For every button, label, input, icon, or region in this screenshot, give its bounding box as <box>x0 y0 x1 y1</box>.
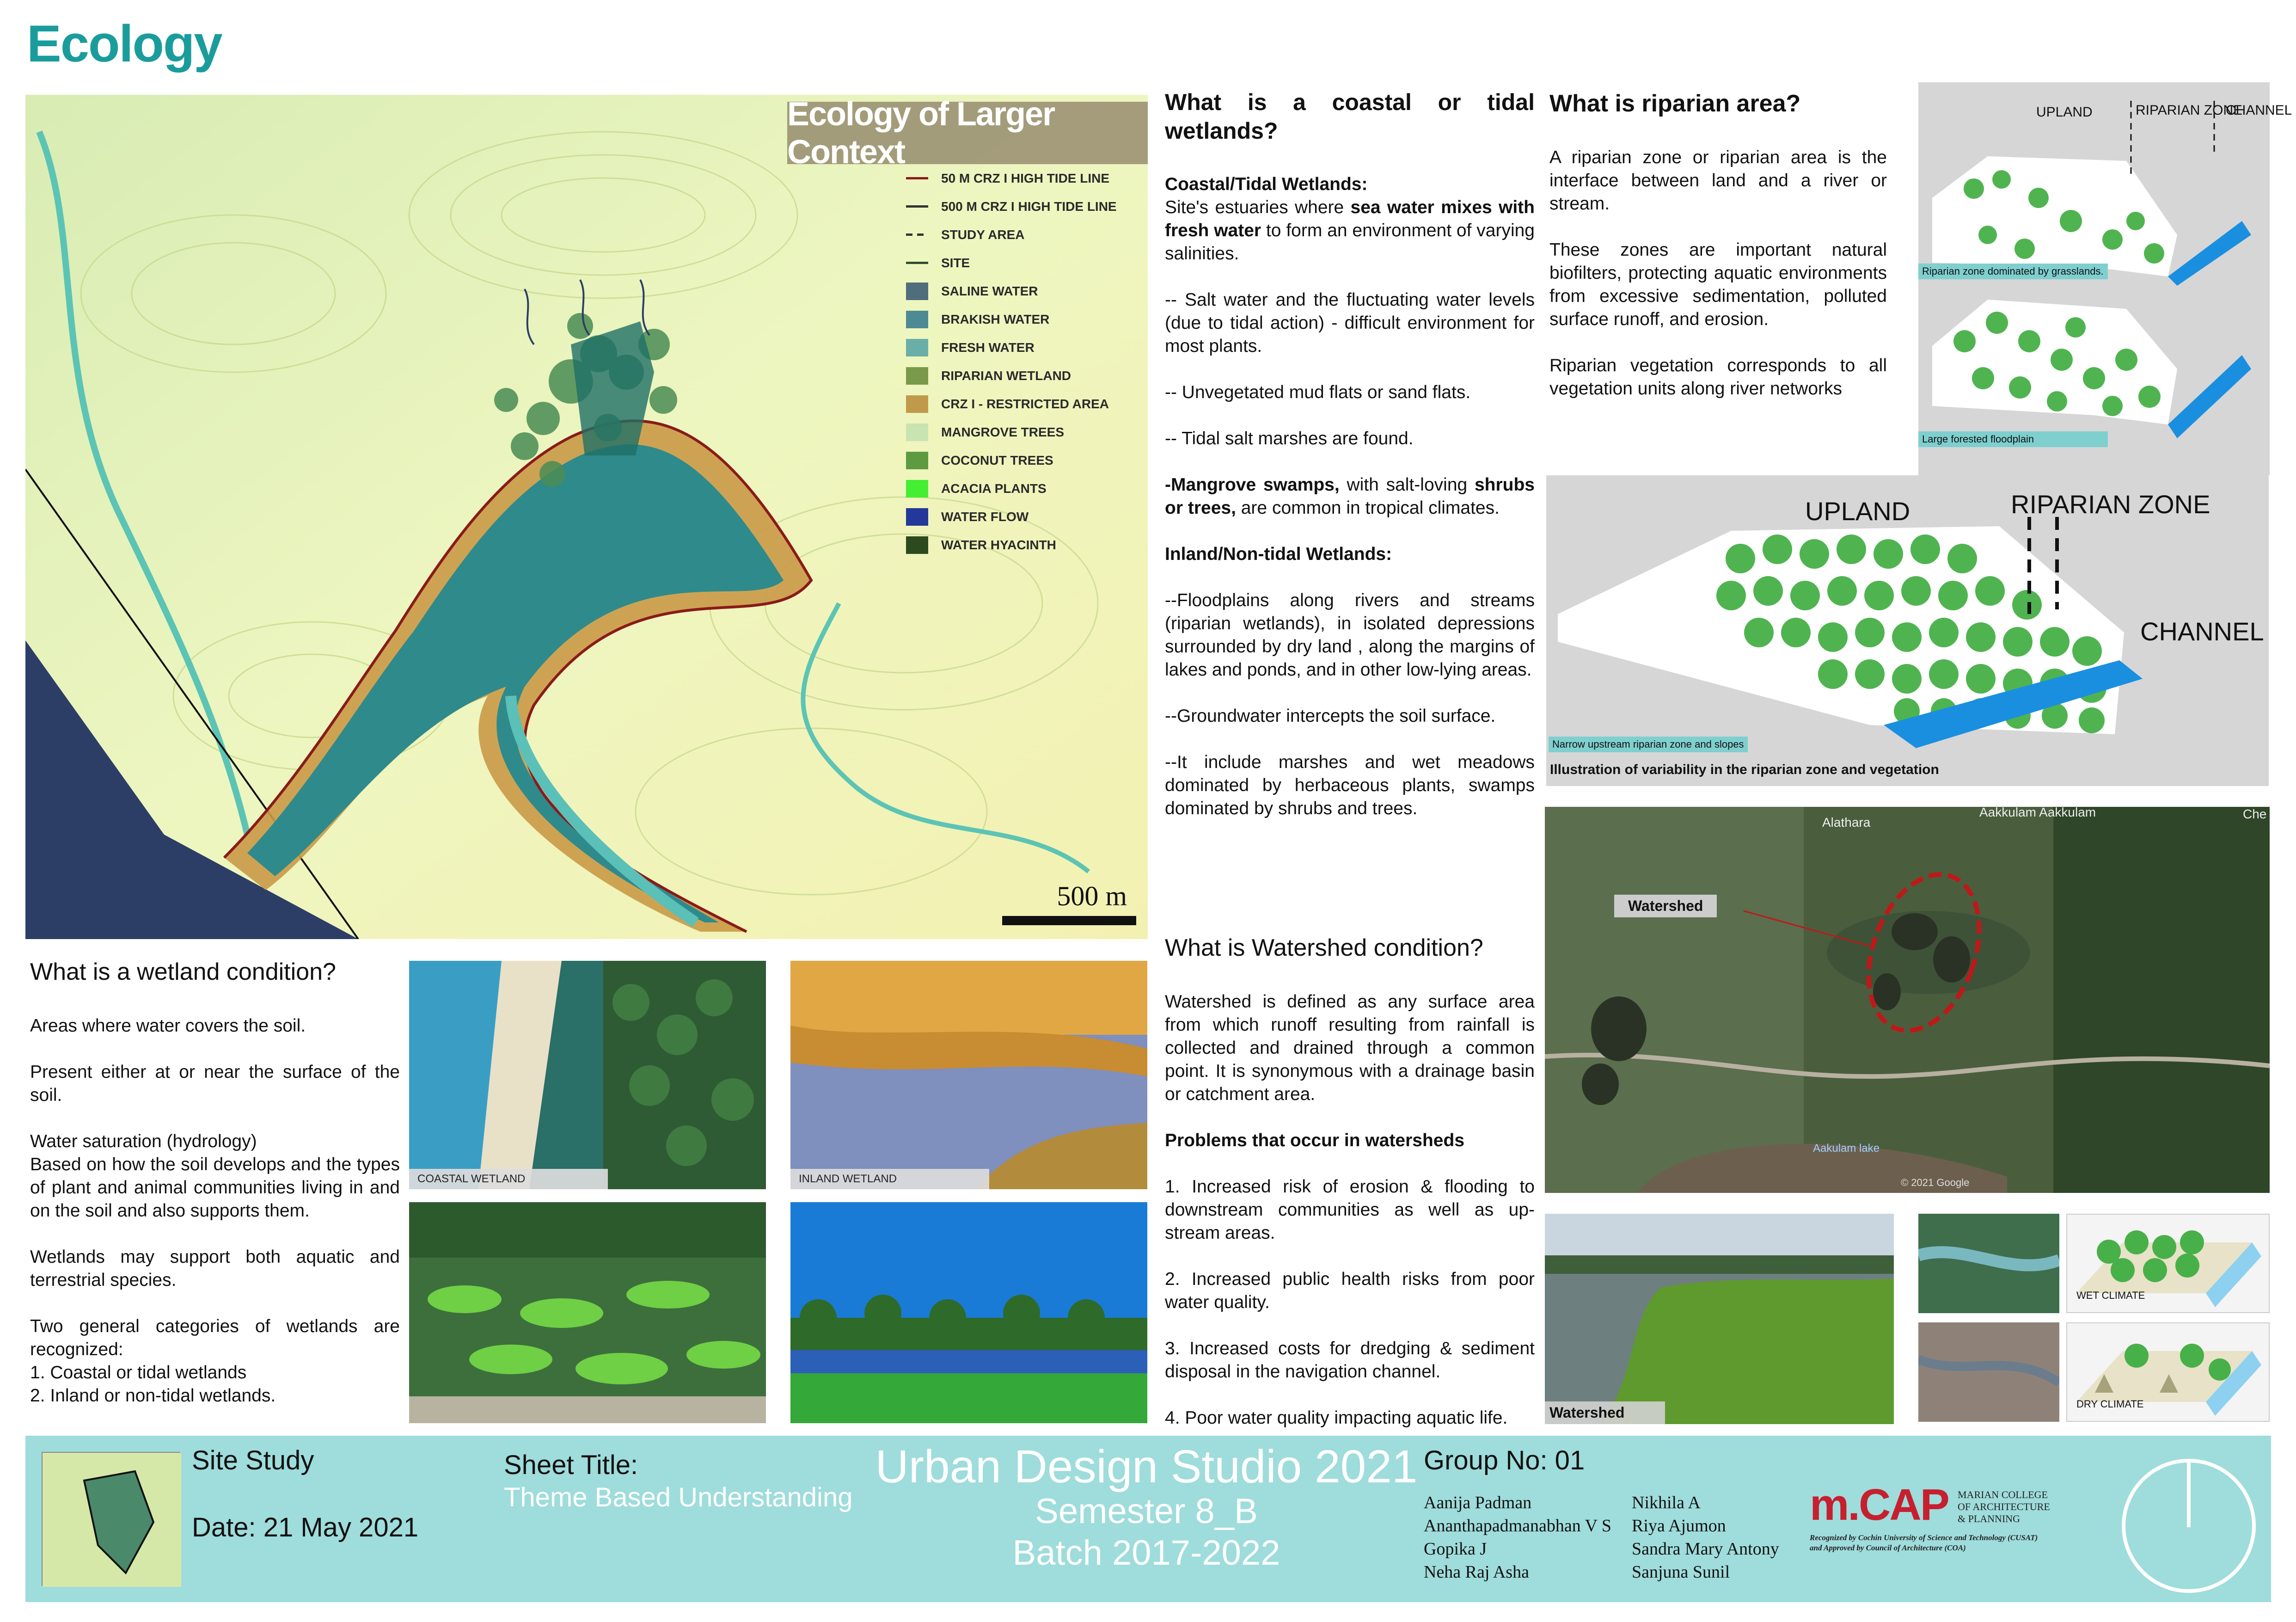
coastal-p2: -- Salt water and the fluctuating water levels (due to tidal action) - difficult environment for most plants. <box>1165 290 1535 356</box>
watershed-item1: 1. Increased risk of erosion & flooding to downstream communities as well as up-stream areas. <box>1165 1177 1535 1243</box>
legend-label: ACACIA PLANTS <box>941 481 1047 496</box>
legend-line-symbol <box>906 262 928 264</box>
wetland-p2: Present either at or near the surface of the soil. <box>30 1062 400 1105</box>
satellite-map <box>1545 807 2270 1193</box>
satellite-lake: Aakulam lake <box>1813 1142 1880 1155</box>
semester-label: Semester 8_B <box>1035 1492 1258 1531</box>
group-label: Group No: 01 <box>1424 1445 1585 1475</box>
site-thumbnail <box>42 1452 180 1586</box>
rip-illustration-caption: Illustration of variability in the riparian zone and vegetation <box>1550 762 1939 777</box>
watershed-item4: 4. Poor water quality impacting aquatic life. <box>1165 1408 1508 1428</box>
watershed-heading: What is Watershed condition? <box>1165 934 1483 961</box>
watershed-section <box>1165 933 1535 1453</box>
rip-small-riparian: RIPARIAN ZONE <box>2136 103 2243 118</box>
riparian-small-diagrams <box>1918 82 2292 475</box>
satellite-copyright: © 2021 Google <box>1901 1177 1970 1188</box>
satellite-akkulam: Aakkulam Aakkulam <box>1979 807 2096 819</box>
wetland-section <box>30 957 400 1407</box>
watershed-item3: 3. Increased costs for dredging & sediment disposal in the navigation channel. <box>1165 1339 1535 1382</box>
sheet-title: Theme Based Understanding <box>504 1482 853 1512</box>
legend-item <box>906 503 1146 531</box>
wetland-p5-item1: 1. Coastal or tidal wetlands <box>30 1363 247 1382</box>
legend-item <box>906 333 1146 362</box>
coastal-heading: What is a coastal or tidal wetlands? <box>1165 89 1535 144</box>
legend-label: 500 M CRZ I HIGH TIDE LINE <box>941 199 1117 214</box>
sheet-title-label: Sheet Title: <box>504 1450 638 1480</box>
legend-label: SITE <box>941 255 970 270</box>
wetland-heading: What is a wetland condition? <box>30 958 336 985</box>
coastal-wetland-caption: COASTAL WETLAND <box>409 1169 608 1189</box>
legend-swatch <box>906 367 928 385</box>
rip-grass-caption: Riparian zone dominated by grasslands. <box>1918 264 2108 279</box>
legend-swatch <box>906 424 928 441</box>
legend-item <box>906 164 1146 192</box>
watershed-p1: Watershed is defined as any surface area from which runoff resulting from rainfall is collected and drained through a common point. It is synonymous with a drainage basin or catchment area. <box>1165 992 1535 1104</box>
satellite-watershed-label: Watershed <box>1614 895 1717 917</box>
date-label: Date: 21 May 2021 <box>192 1512 419 1542</box>
satellite-drawing <box>1545 807 2270 1193</box>
dry-climate-diagram <box>2066 1322 2270 1422</box>
riparian-heading: What is riparian area? <box>1549 90 1801 117</box>
legend-item <box>906 418 1146 446</box>
member-name: Sanjuna Sunil <box>1632 1562 1730 1582</box>
wet-aerial-photo <box>1918 1214 2059 1313</box>
college-recognition: Recognized by Cochin University of Science and Technology (CUSAT) and Approved by Council of Architecture (COA) <box>1810 1533 2038 1552</box>
legend-label: MANGROVE TREES <box>941 424 1065 439</box>
member-name: Sandra Mary Antony <box>1632 1539 1779 1559</box>
member-name: Gopika J <box>1424 1539 1487 1559</box>
watershed-photo-caption: Watershed <box>1545 1401 1665 1424</box>
college-logo: m.CAP <box>1810 1480 1948 1530</box>
legend-label: COCONUT TREES <box>941 453 1053 467</box>
coastal-p1: Site's estuaries where sea water mixes with fresh water to form an environment of varying salinities. <box>1165 197 1535 264</box>
legend-item <box>906 446 1146 474</box>
page-title: Ecology <box>27 15 222 73</box>
riparian-p3: Riparian vegetation corresponds to all vegetation units along river networks <box>1549 356 1887 399</box>
title-block <box>25 1436 2271 1602</box>
college-name: MARIAN COLLEGE OF ARCHITECTURE & PLANNING <box>1958 1489 2050 1524</box>
legend-label: RIPARIAN WETLAND <box>941 368 1071 383</box>
legend-item <box>906 362 1146 390</box>
marsh-photo <box>409 1202 766 1423</box>
member-name: Aanija Padman <box>1424 1493 1532 1512</box>
legend-swatch <box>906 339 928 356</box>
legend-item <box>906 277 1146 305</box>
watershed-sub: Problems that occur in watersheds <box>1165 1130 1465 1150</box>
coastal-p4: -- Tidal salt marshes are found. <box>1165 429 1414 449</box>
legend-swatch <box>906 508 928 526</box>
satellite-che: Che <box>2243 807 2267 821</box>
coastal-wetland-photo <box>409 961 766 1189</box>
legend-line-symbol <box>906 233 928 236</box>
legend-item <box>906 531 1146 559</box>
wetland-p5: Two general categories of wetlands are recognized: <box>30 1316 400 1359</box>
north-arrow-icon <box>2122 1459 2256 1593</box>
riparian-p2: These zones are important natural biofilters, protecting aquatic environments from excessive sedimentation, polluted surface runoff, and erosion. <box>1549 240 1887 329</box>
river-palm-photo <box>790 1202 1147 1423</box>
site-study-label: Site Study <box>192 1445 314 1475</box>
coastal-p5: -Mangrove swamps, with salt-loving shrubs or trees, are common in tropical climates. <box>1165 475 1535 518</box>
names-col-2 <box>1632 1491 1779 1584</box>
map-title: Ecology of Larger Context <box>787 102 1148 164</box>
legend-label: WATER FLOW <box>941 509 1029 524</box>
legend-label: BRAKISH WATER <box>941 312 1050 326</box>
batch-label: Batch 2017-2022 <box>1012 1533 1280 1573</box>
legend-label: SALINE WATER <box>941 283 1038 298</box>
watershed-item2: 2. Increased public health risks from poor water quality. <box>1165 1269 1535 1312</box>
riparian-large-diagram <box>1546 475 2269 786</box>
legend-item <box>906 474 1146 503</box>
legend-item <box>906 221 1146 249</box>
inland-subheading: Inland/Non-tidal Wetlands: <box>1165 544 1392 564</box>
dry-aerial-photo <box>1918 1322 2059 1422</box>
wetland-p4: Wetlands may support both aquatic and terrestrial species. <box>30 1247 400 1290</box>
inland-p3: --It include marshes and wet meadows dominated by herbaceous plants, swamps dominated by shrubs and trees. <box>1165 752 1535 818</box>
member-name: Riya Ajumon <box>1632 1516 1726 1536</box>
member-name: Nikhila A <box>1632 1493 1701 1512</box>
studio-title: Urban Design Studio 2021 <box>875 1441 1418 1493</box>
inland-p2: --Groundwater intercepts the soil surface. <box>1165 706 1496 726</box>
wetland-p3b: Based on how the soil develops and the types of plant and animal communities living in and on the soil and also supports them. <box>30 1155 400 1221</box>
coastal-section <box>1165 88 1535 843</box>
legend-label: 50 M CRZ I HIGH TIDE LINE <box>941 171 1110 185</box>
inland-wetland-photo <box>790 961 1147 1189</box>
wetland-p3a: Water saturation (hydrology) <box>30 1131 257 1151</box>
legend-item <box>906 192 1146 221</box>
names-col-1 <box>1424 1491 1611 1584</box>
rip-small-channel: CHANNEL <box>2226 103 2292 118</box>
rip-big-riparian: RIPARIAN ZONE <box>2011 490 2210 519</box>
coastal-subheading: Coastal/Tidal Wetlands: <box>1165 174 1368 194</box>
dry-climate-label: DRY CLIMATE <box>2076 1398 2144 1410</box>
legend-swatch <box>906 311 928 328</box>
rip-small-upland: UPLAND <box>2036 104 2093 120</box>
rip-forest-caption: Large forested floodplain <box>1918 431 2108 447</box>
legend-swatch <box>906 480 928 498</box>
wetland-p5-item2: 2. Inland or non-tidal wetlands. <box>30 1386 276 1406</box>
wetland-p1: Areas where water covers the soil. <box>30 1016 306 1036</box>
scale-label: 500 m <box>1057 881 1127 911</box>
member-name: Ananthapadmanabhan V S <box>1424 1516 1611 1536</box>
coastal-p3: -- Unvegetated mud flats or sand flats. <box>1165 382 1471 402</box>
member-name: Neha Raj Asha <box>1424 1562 1529 1582</box>
inland-wetland-caption: INLAND WETLAND <box>790 1169 989 1189</box>
rip-big-upland: UPLAND <box>1805 497 1910 526</box>
legend-item <box>906 305 1146 333</box>
riparian-section <box>1549 89 1887 424</box>
legend-swatch <box>906 283 928 300</box>
watershed-photo <box>1545 1214 1894 1424</box>
map-legend <box>906 164 1146 559</box>
legend-swatch <box>906 395 928 413</box>
inland-p1: --Floodplains along rivers and streams (riparian wetlands), in isolated depressions surrounded by dry land , along the margins of lakes and ponds, and in other low-lying areas. <box>1165 590 1535 680</box>
legend-label: CRZ I - RESTRICTED AREA <box>941 396 1109 411</box>
scale-bar-line <box>1002 916 1136 925</box>
riparian-p1: A riparian zone or riparian area is the interface between land and a river or stream. <box>1549 147 1887 214</box>
legend-swatch <box>906 536 928 554</box>
ecology-map <box>25 95 1148 939</box>
wet-climate-label: WET CLIMATE <box>2076 1290 2145 1301</box>
north-arrow-needle <box>2187 1462 2191 1527</box>
legend-line-symbol <box>906 205 928 208</box>
legend-label: WATER HYACINTH <box>941 537 1056 552</box>
legend-swatch <box>906 452 928 469</box>
rip-big-channel: CHANNEL <box>2140 617 2264 646</box>
legend-label: STUDY AREA <box>941 227 1025 242</box>
legend-line-symbol <box>906 177 928 179</box>
legend-label: FRESH WATER <box>941 340 1035 355</box>
legend-item <box>906 249 1146 277</box>
rip-narrow-caption: Narrow upstream riparian zone and slopes <box>1549 737 1748 752</box>
map-scale-bar <box>1002 880 1136 925</box>
satellite-alathara: Alathara <box>1822 815 1871 829</box>
wet-climate-diagram <box>2066 1214 2270 1313</box>
legend-item <box>906 390 1146 418</box>
